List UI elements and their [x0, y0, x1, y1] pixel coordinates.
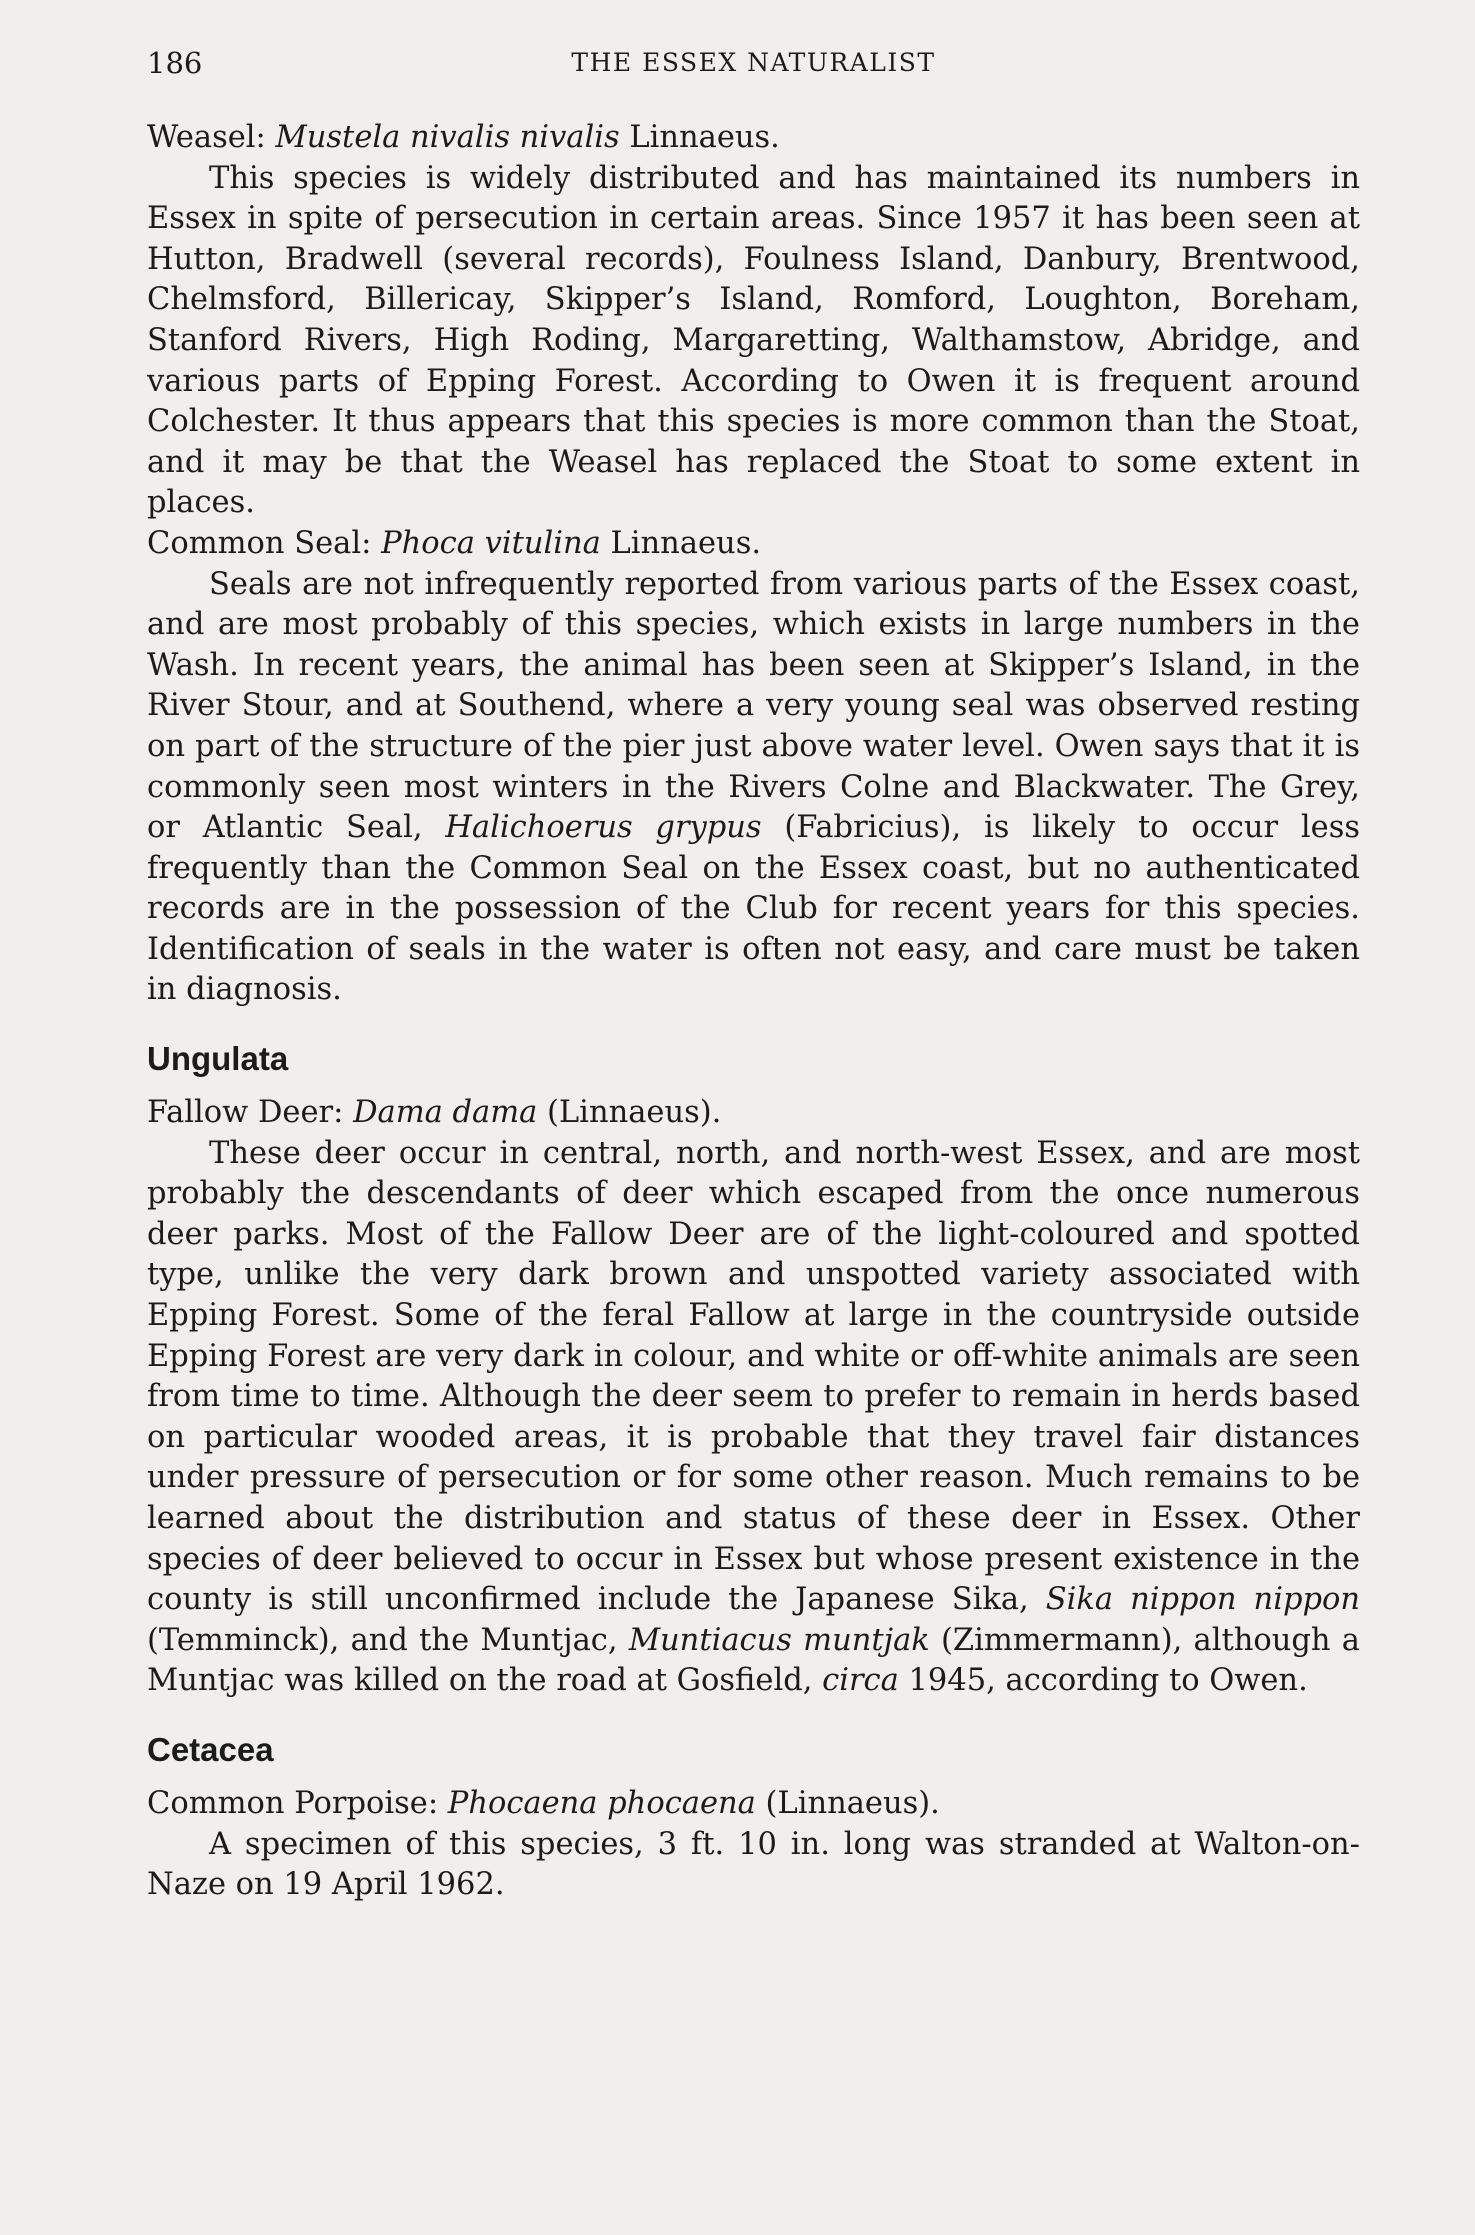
- common-name: Common Porpoise:: [147, 1785, 439, 1821]
- article-body: [147, 118, 1360, 1906]
- latin-name: Halichoerus grypus: [445, 810, 762, 846]
- paragraph-text: (Zimmermann), although a Muntjac was killed on the road at Gosfield,: [147, 1622, 1360, 1699]
- latin-name: Mustela nivalis nivalis: [275, 120, 620, 155]
- paragraph-text: The Grey, or Atlantic Seal,: [147, 769, 1360, 846]
- paragraph-common-porpoise: A specimen of this species, 3 ft. 10 in. long was stranded at Walton-on-Naze on 19 April 1962.: [147, 1826, 1360, 1903]
- latin-name: Dama dama: [353, 1095, 538, 1131]
- paragraph-text: (Fabricius), is likely to occur less frequently than the Common Seal on the Essex coast, but no authenticated records are in the possession of the Club for recent years for this species. Identification of seals in the water is often not easy, and care must be taken in diagnosis.: [147, 810, 1361, 1008]
- authority: (Linnaeus).: [765, 1785, 940, 1821]
- common-name: Common Seal:: [147, 525, 372, 561]
- italic-term: circa: [822, 1663, 899, 1699]
- paragraph-fallow-deer: [147, 1134, 1360, 1702]
- page-header: [147, 46, 1360, 86]
- running-title: THE ESSEX NATURALIST: [571, 48, 936, 77]
- authority: Linnaeus.: [629, 120, 780, 155]
- species-heading-common-seal: [147, 524, 1360, 565]
- species-heading-weasel: [147, 118, 1360, 159]
- paragraph-text: 1945, according to Owen.: [898, 1663, 1308, 1699]
- paragraph-weasel: This species is widely distributed and has maintained its numbers in Essex in spite of persecution in certain areas. Since 1957 it has been seen at Hutton, Bradwell (several records), Foulness Island, Danbury, Brentwood, Chelmsford, Billericay, Skipper’s Island, Romford, Loughton, Boreham, Stanford Rivers, High Roding, Margaretting, Walthamstow, Abridge, and various parts of Epping Forest. According to Owen it is frequent around Colchester. It thus appears that this species is more common than the Stoat, and it may be that the Weasel has replaced the Stoat to some extent in places.: [147, 160, 1360, 521]
- latin-name: Sika nippon nippon: [1045, 1582, 1361, 1618]
- section-heading-cetacea: Cetacea: [147, 1730, 274, 1768]
- section-heading-ungulata: Ungulata: [147, 1040, 289, 1078]
- latin-name: Muntiacus muntjak: [628, 1622, 930, 1658]
- authority: Linnaeus.: [610, 525, 762, 561]
- common-name: Fallow Deer:: [147, 1095, 344, 1131]
- latin-name: Phocaena phocaena: [447, 1785, 756, 1821]
- page-number: 186: [147, 46, 203, 80]
- paragraph-common-seal: [147, 565, 1360, 1012]
- latin-name: Phoca vitulina: [381, 525, 601, 561]
- authority: (Linnaeus).: [547, 1095, 722, 1131]
- common-name: Weasel:: [147, 120, 266, 155]
- paragraph-text: (Temminck), and the Muntjac,: [147, 1622, 629, 1658]
- species-heading-fallow-deer: [147, 1093, 1360, 1134]
- paragraph-text: Seals are not infrequently reported from various parts of the Essex coast, and are most probably of this species, which exists in large numbers in the Wash. In recent years, the animal has been seen at Skipper’s Island, in the River Stour, and at Southend, where a very young seal was observed resting on part of the structure of the pier just above water level. Owen says that it is commonly seen most winters in the Rivers Colne and Blackwater.: [147, 566, 1360, 805]
- species-heading-common-porpoise: [147, 1784, 1360, 1825]
- paragraph-text: These deer occur in central, north, and north-west Essex, and are most probably the descendants of deer which escaped from the once numerous deer parks. Most of the Fallow Deer are of the light-coloured and spotted type, unlike the very dark brown and unspotted variety associated with Epping Forest. Some of the feral Fallow at large in the countryside outside Epping Forest are very dark in colour, and white or off-white animals are seen from time to time. Although the deer seem to prefer to remain in herds based on particular wooded areas, it is probable that they travel fair distances under pressure of persecution or for some other reason. Much remains to be learned about the distribution and status of these deer in Essex. Other species of deer believed to occur in Essex but whose present existence in the county is still unconfirmed include the Japanese Sika,: [147, 1135, 1360, 1618]
